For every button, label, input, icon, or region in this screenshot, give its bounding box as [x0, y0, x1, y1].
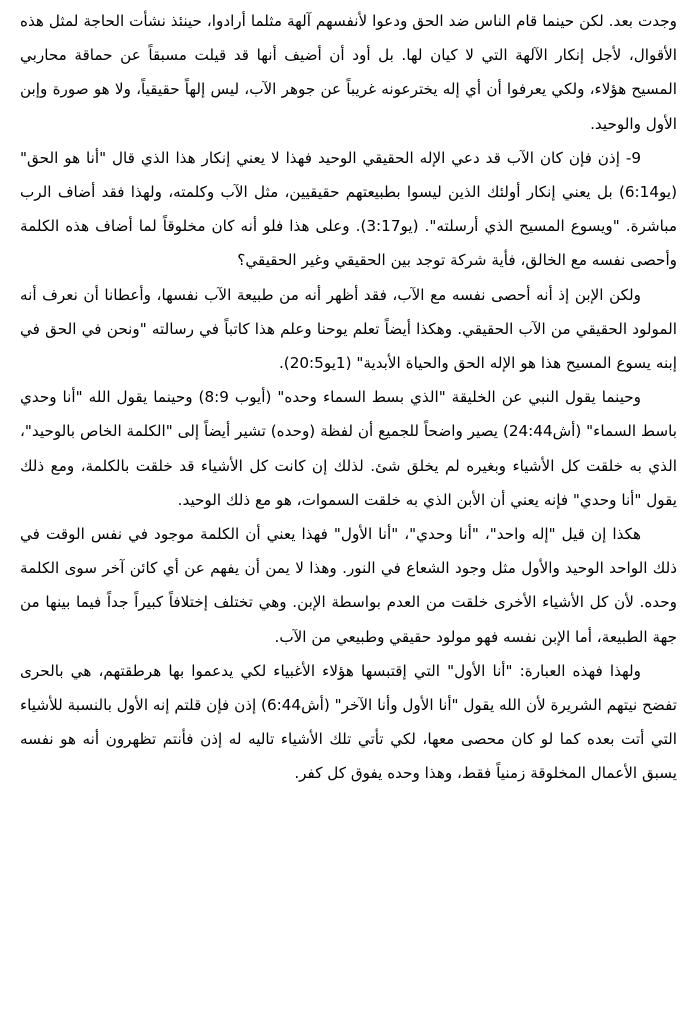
paragraph-1: وجدت بعد. لكن حينما قام الناس ضد الحق ودعوا لأنفسهم آلهة مثلما أرادوا، حينئذ نشأت الحاجة لمثل هذه الأقوال، لأجل إنكار الآلهة التي لا كيان لها. بل أود أن أضيف أنها قد قيلت مسبقاً عن حماقة محاربي المسيح هؤلاء، ولكي يعرفوا أن أي إله يخترعونه غريباً عن جوهر الآب، ليس إلهاً حقيقياً، ولا هو صورة وإبن الأول والوحيد.	[20, 12, 677, 133]
paragraph-4: وحينما يقول النبي عن الخليقة "الذي بسط السماء وحده" (أيوب 8:9) وحينما يقول الله "أنا وحدي باسط السماء" (أش24:44) يصير واضحاً للجميع أن لفظة (وحده) تشير أيضاً إلى "الكلمة الخاص بالوحيد"، الذي به خلقت كل الأشياء وبغيره لم يخلق شئ. لذلك إن كانت كل الأشياء قد خلقت بالكلمة، ومع ذلك يقول "أنا وحدي" فإنه يعني أن الأبن الذي به خلقت السموات، هو مع ذلك الوحيد.	[20, 388, 677, 509]
paragraph-5: هكذا إن قيل "إله واحد"، "أنا وحدي"، "أنا الأول" فهذا يعني أن الكلمة موجود في نفس الوقت في ذلك الواحد الوحيد والأول مثل وجود الشعاع في النور. وهذا لا يمن أن يفهم عن أي كائن آخر سوى الكلمة وحده. لأن كل الأشياء الأخرى خلقت من العدم بواسطة الإبن. وهي تختلف إختلافاً كبيراً جداً فيما بينها من جهة الطبيعة، أما الإبن نفسه فهو مولود حقيقي وطبيعي من الآب.	[20, 525, 677, 646]
paragraph-6: ولهذا فهذه العبارة: "أنا الأول" التي إقتبسها هؤلاء الأغبياء لكي يدعموا بها هرطقتهم، هي بالحرى تفضح نيتهم الشريرة لأن الله يقول "أنا الأول وأنا الآخر" (أش6:44) إذن فإن قلتم إنه الأول بالنسبة للأشياء التي أتت بعده كما لو كان محصى معها، لكي تأتي تلك الأشياء تاليه له إذن فأنتم تظهرون أنه هو نفسه يسبق الأعمال المخلوقة زمنياً فقط، وهذا وحده يفوق كل كفر.	[20, 661, 677, 783]
paragraph-2: 9- إذن فإن كان الآب قد دعي الإله الحقيقي الوحيد فهذا لا يعني إنكار هذا الذي قال "أنا هو الحق" (يو6:14) بل يعني إنكار أولئك الذين ليسوا بطبيعتهم حقيقيين، مثل الآب وكلمته، ولهذا فقد أضاف الرب مباشرة. "ويسوع المسيح الذي أرسلته". (يو3:17). وعلى هذا فلو أنه كان مخلوقاً لما أضاف هذه الكلمة وأحصى نفسه مع الخالق، فأية شركة توجد بين الحقيقي وغير الحقيقي؟	[20, 148, 677, 270]
paragraph-3: ولكن الإبن إذ أنه أحصى نفسه مع الآب، فقد أظهر أنه من طبيعة الآب نفسها، وأعطانا أن نعرف أنه المولود الحقيقي من الآب الحقيقي. وهكذا أيضاً تعلم يوحنا وعلم هذا كاتباً في رسالته "ونحن في الحق في إبنه يسوع المسيح هذا هو الإله الحق والحياة الأبدية" (1يو20:5).	[20, 285, 677, 373]
